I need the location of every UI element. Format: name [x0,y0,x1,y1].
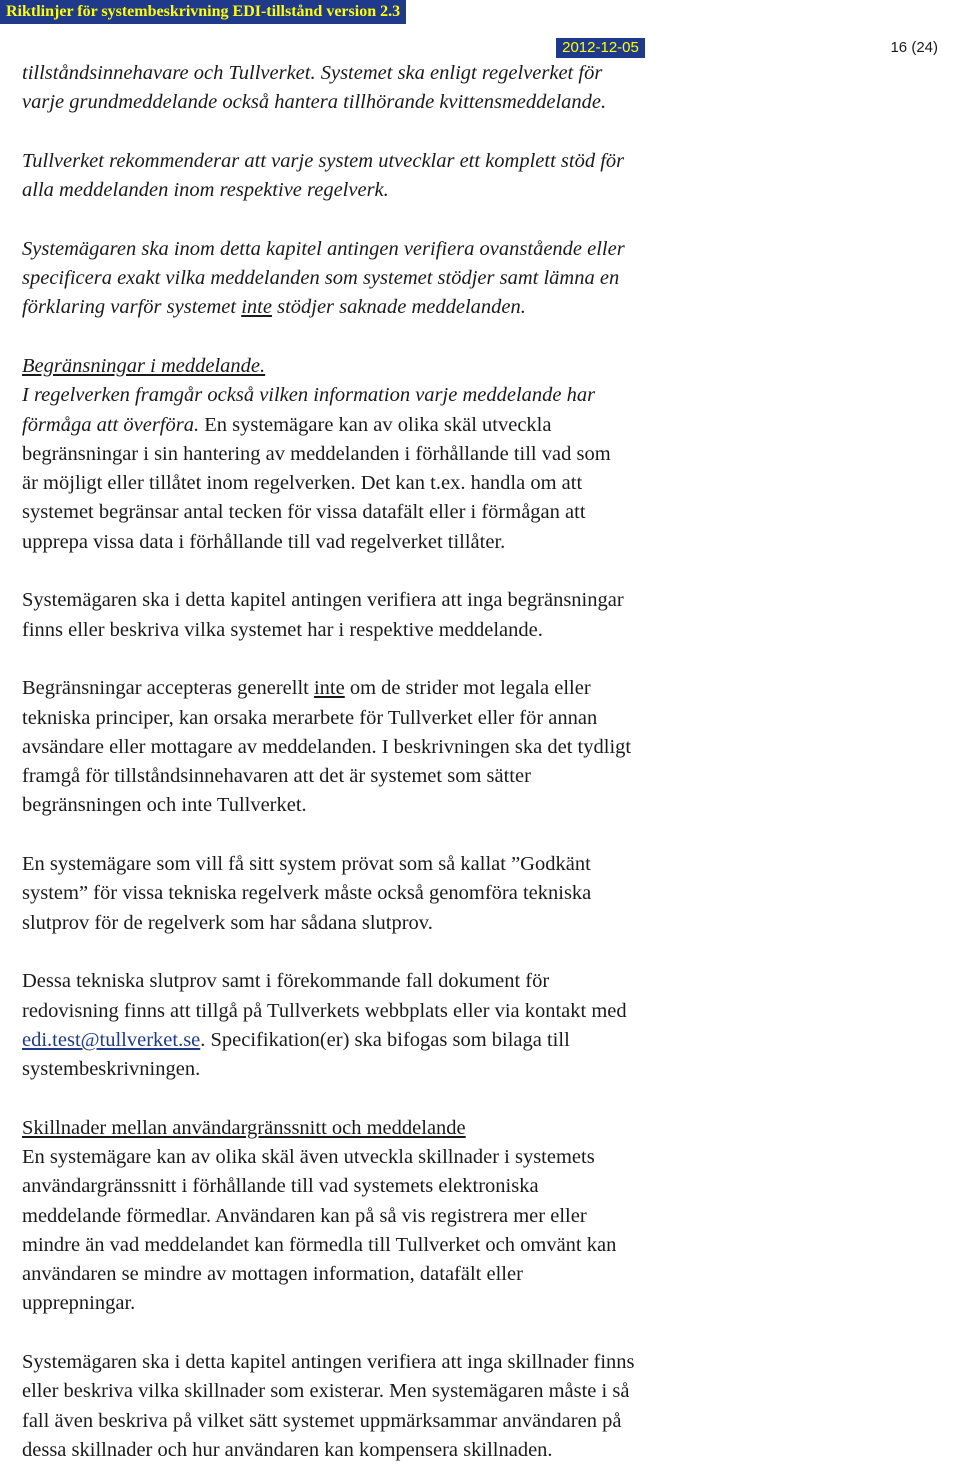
paragraph-owner-verify-messages: Systemägaren ska inom detta kapitel antingen verifiera ovanstående eller specificera exakt vilka meddelanden som systemet stödjer samt lämna en förklaring varför systemet inte stödjer saknade meddelanden. [22,237,625,319]
paragraph-approved-system: En systemägare som vill få sitt system prövat som så kallat ”Godkänt system” för vissa tekniska regelverk måste också genomföra tekniska slutprov för de regelverk som har sådana slutprov. [22,853,592,934]
email-link[interactable]: edi.test@tullverket.se [22,1028,201,1051]
paragraph-owner-verify-limitations: Systemägaren ska i detta kapitel antingen verifiera att inga begränsningar finns eller beskriva vilka systemet har i respektive meddelande. [22,589,624,641]
document-header-bar [0,0,406,24]
page-number: 16 (24) [890,39,938,56]
paragraph-ui-differences: Skillnader mellan användargränssnitt och meddelande En systemägare kan av olika skäl även utveckla skillnader i systemets användargränssnitt i förhållande till vad systemets elektroniska meddelande förmedlar. Användaren kan på så vis registrera mer eller mindre än vad meddelandet kan förmedla till Tullverket och omvänt kan användaren se mindre av mottagen information, datafält eller upprepningar. [22,1114,822,1319]
document-body [22,59,822,1465]
section-heading-ui-differences: Skillnader mellan användargränssnitt och meddelande [22,1116,466,1139]
section-heading-limitations: Begränsningar i meddelande. [22,354,266,377]
paragraph-receipt-messages: tillståndsinnehavare och Tullverket. Systemet ska enligt regelverket för varje grundmeddelande också hantera tillhörande kvittensmeddelande. [22,62,607,114]
paragraph-limitations-acceptance: Begränsningar accepteras generellt inte om de strider mot legala eller tekniska principer, kan orsaka merarbete för Tullverket eller för annan avsändare eller mottagare av meddelanden. I beskrivningen ska det tydligt framgå för tillståndsinnehavaren att det är systemet som sätter begränsningen och inte Tullverket. [22,677,632,817]
document-date: 2012-12-05 [556,38,645,58]
paragraph-owner-verify-differences: Systemägaren ska i detta kapitel antingen verifiera att inga skillnader finns eller beskriva vilka skillnader som existerar. Men systemägaren måste i så fall även beskriva på vilket sätt systemet uppmärksammar användaren på dessa skillnader och hur användaren kan kompensera skillnaden. [22,1351,635,1461]
paragraph-message-limitations: Begränsningar i meddelande. I regelverken framgår också vilken information varje meddelande har förmåga att överföra. En systemägare kan av olika skäl utveckla begränsningar i sin hantering av meddelanden i förhållande till vad som är möjligt eller tillåtet inom regelverken. Det kan t.ex. handla om att systemet begränsar antal tecken för vissa datafält eller i förmågan att upprepa vissa data i förhållande till vad regelverket tillåter. [22,352,822,557]
paragraph-final-tests: Dessa tekniska slutprov samt i förekommande fall dokument för redovisning finns att tillgå på Tullverkets webbplats eller via kontakt med edi.test@tullverket.se. Specifikation(er) ska bifogas som bilaga till systembeskrivningen. [22,970,627,1081]
document-title: Riktlinjer för systembeskrivning EDI-tillstånd version 2.3 [6,3,401,20]
paragraph-recommendation: Tullverket rekommenderar att varje system utvecklar ett komplett stöd för alla meddelanden inom respektive regelverk. [22,149,625,202]
